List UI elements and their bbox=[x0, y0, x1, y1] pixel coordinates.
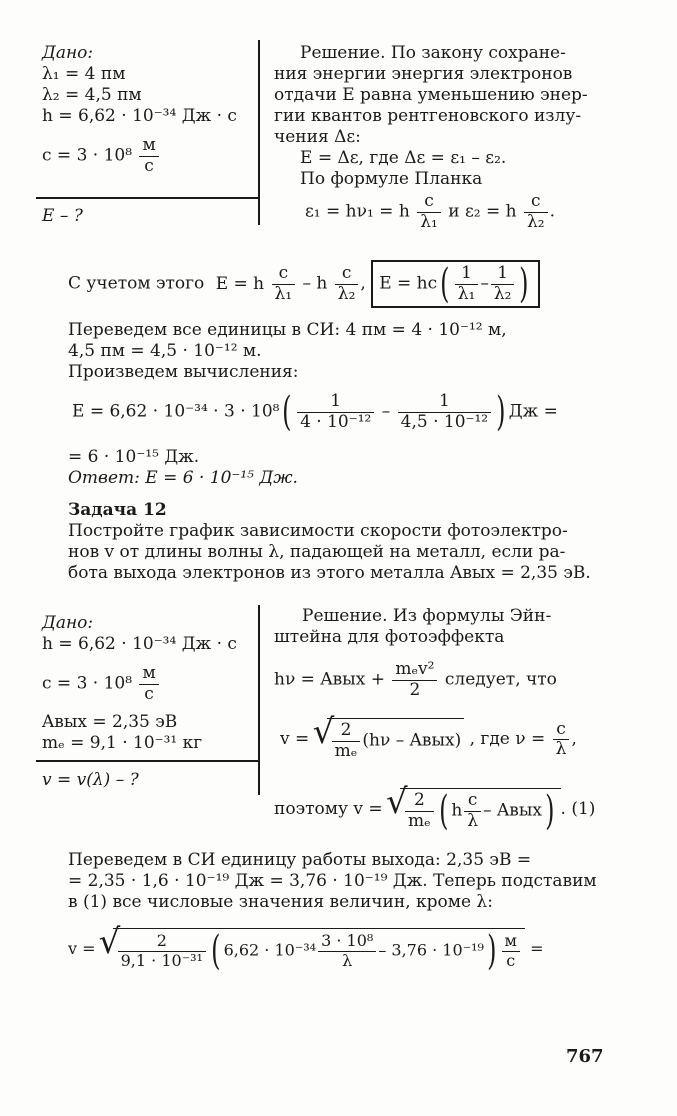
frac-den: λ₂ bbox=[526, 211, 545, 232]
boxed-formula: E = hc( $\frac{1}{\text{λ₁}}$ – $\frac{1}{\text{λ₂}}$ ) bbox=[371, 260, 540, 308]
one-over-lambda2 bbox=[491, 264, 515, 304]
c-over-lambda1 bbox=[417, 192, 441, 232]
v-inner: (hν – Aвых) bbox=[362, 730, 462, 751]
frac-num: c bbox=[464, 791, 481, 812]
frac-num: √ 2 bbox=[405, 791, 434, 812]
sqrt-expr bbox=[327, 718, 465, 761]
two-over-mass bbox=[118, 932, 206, 970]
close-paren: ) bbox=[487, 928, 497, 974]
solution-line-5: чения Δε: bbox=[274, 127, 361, 147]
unit-num: м bbox=[139, 136, 158, 157]
frac-num: c bbox=[524, 192, 548, 213]
frac-den: 4 · 10⁻¹² bbox=[300, 411, 372, 432]
frac-num: 1 bbox=[297, 392, 374, 413]
close-paren: ) bbox=[519, 261, 529, 308]
frac-den: λ₂ bbox=[337, 283, 356, 304]
two-over-me bbox=[405, 791, 434, 831]
calc-frac1 bbox=[297, 392, 374, 432]
calc-frac2 bbox=[398, 392, 491, 432]
solution-line-1: Решение. По закону сохране- bbox=[300, 43, 566, 63]
given-planck: h = 6,62 · 10⁻³⁴ Дж · с bbox=[42, 106, 237, 126]
frac-num: c bbox=[335, 264, 359, 285]
calc-intro: Произведем вычисления: bbox=[68, 362, 299, 382]
with-this-label: С учетом этого bbox=[68, 273, 205, 294]
planck-e2: ε₂ = h bbox=[464, 201, 517, 222]
convert-line-2: = 2,35 · 1,6 · 10⁻¹⁹ Дж = 3,76 · 10⁻¹⁹ Дж. Теперь подставим bbox=[68, 871, 597, 891]
frac-den: 4,5 · 10⁻¹² bbox=[400, 411, 489, 432]
frac-den: λ₂ bbox=[493, 283, 512, 304]
velocity-formula: v = √ $\frac{2}{\text{mₑ}}$ (hν – Aвых) , где ν = $\frac{c}{\lambda}$ , bbox=[280, 718, 577, 761]
given-vertical-divider-2 bbox=[258, 605, 260, 795]
c-over-lambda2 bbox=[524, 192, 548, 232]
close-paren: ) bbox=[545, 788, 555, 835]
given-c bbox=[42, 136, 161, 176]
calc-result: = 6 · 10⁻¹⁵ Дж. bbox=[68, 447, 200, 467]
frac-den: 2 bbox=[409, 679, 421, 700]
given-c-value: c = 3 · 10⁸ bbox=[42, 673, 133, 694]
h-symbol: h bbox=[451, 800, 463, 821]
c-over-lambda bbox=[553, 720, 570, 760]
given-c-value: c = 3 · 10⁸ bbox=[42, 145, 133, 166]
einstein-suffix: следует, что bbox=[444, 669, 557, 690]
frac-num: 1 bbox=[455, 264, 479, 285]
frac-num: 3 · 10⁸ bbox=[318, 932, 376, 951]
convert-line-3: в (1) все числовые значения величин, кроме λ: bbox=[68, 892, 493, 912]
planck-e1: ε₁ = hν₁ = h bbox=[305, 201, 410, 222]
unit-den: с bbox=[144, 683, 154, 704]
calc-formula: E = 6,62 · 10⁻³⁴ · 3 · 10⁸( $\frac{1}{\text{4 · 10⁻¹²}}$ – $\frac{1}{\text{4,5 · 10⁻¹²}}$ ) Дж = bbox=[72, 389, 558, 436]
statement-line-1: Постройте график зависимости скорости фотоэлектро- bbox=[68, 521, 568, 541]
given-heading-2: Дано: bbox=[42, 613, 94, 633]
solution-line-3: отдачи E равна уменьшению энер- bbox=[274, 85, 588, 105]
frac-den: mₑ bbox=[334, 740, 358, 761]
given-a-2: Aвых = 2,35 эВ bbox=[42, 712, 178, 732]
unit-den: с bbox=[144, 155, 154, 176]
frac-num: √ 2 bbox=[332, 721, 361, 742]
given-divider-2 bbox=[36, 760, 258, 762]
energy-derivation: С учетом этого E = h $\frac{c}{\text{λ₁}}$ – h $\frac{c}{\text{λ₂}}$ , E = hc( $\frac{1}{\text{λ₁}}$ – $\frac{1}{\text{λ₂}}$ ) bbox=[68, 260, 540, 308]
frac-den: λ₁ bbox=[457, 283, 476, 304]
sqrt-final bbox=[113, 928, 525, 974]
open-paren: ( bbox=[211, 928, 221, 974]
einstein-prefix: hν = Aвых + bbox=[274, 669, 385, 690]
speed-unit bbox=[502, 932, 520, 970]
planck-formula: ε₁ = hν₁ = h $\frac{c}{\text{λ₁}}$ и ε₂ = h $\frac{c}{\text{λ₂}}$ . bbox=[305, 191, 555, 232]
problem-title: Задача 12 bbox=[68, 500, 167, 520]
si-line-2: 4,5 пм = 4,5 · 10⁻¹² м. bbox=[68, 341, 262, 361]
c-over-lambda1 bbox=[272, 264, 296, 304]
given-m-2: mₑ = 9,1 · 10⁻³¹ кг bbox=[42, 733, 203, 753]
final-formula bbox=[68, 928, 544, 974]
given-h-2: h = 6,62 · 10⁻³⁴ Дж · с bbox=[42, 634, 237, 654]
planck-value: 6,62 · 10⁻³⁴ bbox=[223, 940, 317, 960]
solution-line-4: гии квантов рентгеновского излу- bbox=[274, 106, 582, 126]
convert-line-1: Переведем в СИ единицу работы выхода: 2,35 эВ = bbox=[68, 850, 532, 870]
frac-num: c bbox=[553, 720, 570, 741]
given-vertical-divider bbox=[258, 40, 260, 225]
sqrt-expr-2 bbox=[400, 788, 561, 835]
frac-num: √ 2 bbox=[118, 932, 206, 951]
open-paren: ( bbox=[282, 389, 292, 436]
solution2-line-1: Решение. Из формулы Эйн- bbox=[302, 606, 552, 626]
frac-num: 1 bbox=[398, 392, 491, 413]
frac-den: λ bbox=[342, 950, 353, 970]
find-quantity-2: v = v(λ) – ? bbox=[42, 770, 139, 790]
frac-den: mₑ bbox=[408, 810, 431, 831]
si-line-1: Переведем все единицы в СИ: 4 пм = 4 · 10⁻¹² м, bbox=[68, 320, 507, 340]
given-c-unit bbox=[139, 664, 158, 704]
energy-formula: E = Δε, где Δε = ε₁ – ε₂. bbox=[300, 148, 507, 168]
given-c-unit bbox=[139, 136, 158, 176]
einstein-formula bbox=[274, 660, 557, 700]
frac-den: λ bbox=[555, 739, 567, 760]
answer: Ответ: E = 6 · 10⁻¹⁵ Дж. bbox=[68, 468, 298, 488]
calc-unit: Дж = bbox=[508, 401, 558, 422]
equation-number: . (1) bbox=[560, 799, 596, 820]
open-paren: ( bbox=[440, 261, 450, 308]
c-over-lambda2 bbox=[335, 264, 359, 304]
and-word: и bbox=[448, 201, 460, 222]
given-divider bbox=[36, 197, 258, 199]
frac-den: λ bbox=[467, 810, 479, 831]
kinetic-energy-frac bbox=[392, 660, 437, 700]
frac-num: mₑv² bbox=[392, 660, 437, 681]
frac-num: c bbox=[272, 264, 296, 285]
hence-formula bbox=[274, 788, 596, 835]
one-over-lambda1 bbox=[455, 264, 479, 304]
given-c-2 bbox=[42, 664, 161, 704]
boxed-prefix: E = hc bbox=[379, 273, 438, 294]
frac-num: м bbox=[502, 932, 520, 951]
given-heading: Дано: bbox=[42, 43, 94, 63]
two-over-me bbox=[332, 721, 361, 761]
solution2-line-2: штейна для фотоэффекта bbox=[274, 627, 505, 647]
e-eq-h: E = h bbox=[215, 273, 265, 294]
minus-work: – Aвых bbox=[483, 800, 542, 821]
c-over-lambda-num bbox=[318, 932, 376, 970]
open-paren: ( bbox=[438, 788, 449, 835]
calc-prefix: E = 6,62 · 10⁻³⁴ · 3 · 10⁸ bbox=[72, 401, 280, 422]
statement-line-2: нов v от длины волны λ, падающей на металл, если ра- bbox=[68, 542, 566, 562]
work-value: – 3,76 · 10⁻¹⁹ bbox=[378, 940, 484, 960]
page-number: 767 bbox=[566, 1046, 604, 1067]
equals-sign: = bbox=[530, 939, 544, 958]
v-eq: v = bbox=[280, 729, 310, 750]
frac-den: 9,1 · 10⁻³¹ bbox=[120, 950, 203, 970]
v-where: , где ν = bbox=[469, 729, 546, 750]
planck-intro: По формуле Планка bbox=[300, 169, 483, 189]
solution-line-2: ния энергии энергия электронов bbox=[274, 64, 573, 84]
unit-num: м bbox=[139, 664, 158, 685]
given-lambda1: λ₁ = 4 пм bbox=[42, 64, 126, 84]
v-eq: v = bbox=[68, 939, 96, 958]
frac-den: с bbox=[506, 950, 516, 970]
frac-num: 1 bbox=[491, 264, 515, 285]
close-paren: ) bbox=[496, 389, 506, 436]
statement-line-3: бота выхода электронов из этого металла Aвых = 2,35 эВ. bbox=[68, 563, 591, 583]
c-over-lambda bbox=[464, 791, 481, 831]
given-lambda2: λ₂ = 4,5 пм bbox=[42, 85, 142, 105]
frac-num: c bbox=[417, 192, 441, 213]
hence-prefix: поэтому v = bbox=[274, 799, 383, 820]
find-quantity: E – ? bbox=[42, 206, 83, 226]
frac-den: λ₁ bbox=[274, 283, 293, 304]
frac-den: λ₁ bbox=[420, 211, 438, 232]
